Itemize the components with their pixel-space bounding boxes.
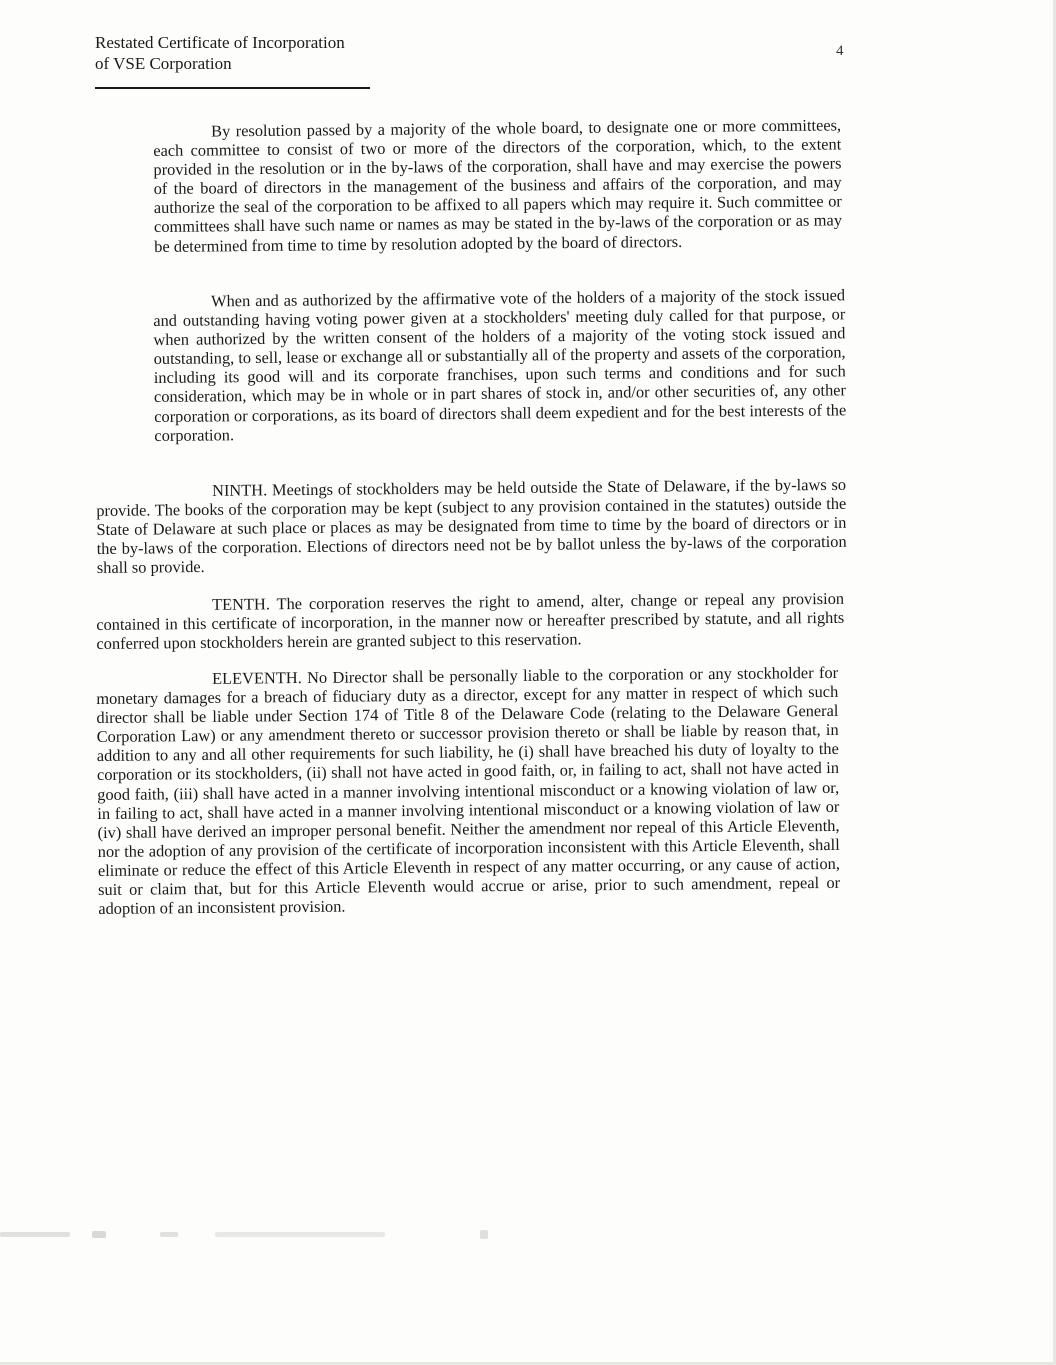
document-header (95, 32, 345, 74)
paragraph-eleventh: ELEVENTH. No Director shall be personally liable to the corporation or any stockholder for monetary damages for a breach of fiduciary duty as a director, except for any matter in respect of which such director shall be liable under Section 174 of Title 8 of the Delaware Code (relating to the Delaware General Corporation Law) or any amendment thereto or successor provision thereto or shall be liable by reason that, in addition to any and all other requirements for such liability, he (i) shall have breached his duty of loyalty to the corporation or its stockholders, (ii) shall not have acted in good faith, or, in failing to act, shall not have acted in good faith, (iii) shall have acted in a manner involving intentional misconduct or a knowing violation of law or, in failing to act, shall have acted in a manner involving intentional misconduct or a knowing violation of law or (iv) shall have derived an improper personal benefit. Neither the amendment nor repeal of this Article Eleventh, nor the adoption of any provision of the certificate of incorporation inconsistent with this Article Eleventh, shall eliminate or reduce the effect of this Article Eleventh in respect of any matter occurring, or any cause of action, suit or claim that, but for this Article Eleventh would accrue or arise, prior to such amendment, repeal or adoption of an inconsistent provision. (96, 662, 841, 919)
header-title-line2: of VSE Corporation (95, 54, 232, 73)
paragraph-ninth: NINTH. Meetings of stockholders may be held outside the State of Delaware, if the by-laws so provide. The books of the corporation may be kept (subject to any provision contained in the statutes) outside the State of Delaware at such place or places as may be designated from time to time by the board of directors or in the by-laws of the corporation. Elections of directors need not be by ballot unless the by-laws of the corporation shall so provide. (96, 474, 847, 578)
paragraph-tenth: TENTH. The corporation reserves the right to amend, alter, change or repeal any provision contained in this certificate of incorporation, in the manner now or hereafter prescribed by statute, and all rights conferred upon stockholders herein are granted subject to this reservation. (96, 588, 845, 654)
paragraph-committees: By resolution passed by a majority of the whole board, to designate one or more committees, each committee to consist of two or more of the directors of the corporation, which, to the extent provided in the resolution or in the by-laws of the corporation, shall have and may exercise the powers of the board of directors in the management of the business and affairs of the corporation, and may authorize the seal of the corporation to be affixed to all papers which may require it. Such committee or committees shall have such name or names as may be stated in the by-laws of the corporation or as may be determined from time to time by resolution adopted by the board of directors. (153, 115, 843, 256)
scan-artifact (0, 1228, 600, 1242)
header-title-line1: Restated Certificate of Incorporation (95, 33, 345, 52)
page-number: 4 (836, 43, 844, 59)
paragraph-sale-of-assets: When and as authorized by the affirmative vote of the holders of a majority of the stock issued and outstanding having voting power given at a stockholders' meeting duly called for that purpose, or when authorized by the written consent of the holders of a majority of the voting stock issued and outstanding, to sell, lease or exchange all or substantially all of the property and assets of the corporation, including its good will and its corporate franchises, upon such terms and conditions and for such consideration, which may be in whole or in part shares of stock in, and/or other securities of, any other corporation or corporations, as its board of directors shall deem expedient and for the best interests of the corporation. (153, 285, 847, 445)
header-rule (95, 87, 370, 89)
